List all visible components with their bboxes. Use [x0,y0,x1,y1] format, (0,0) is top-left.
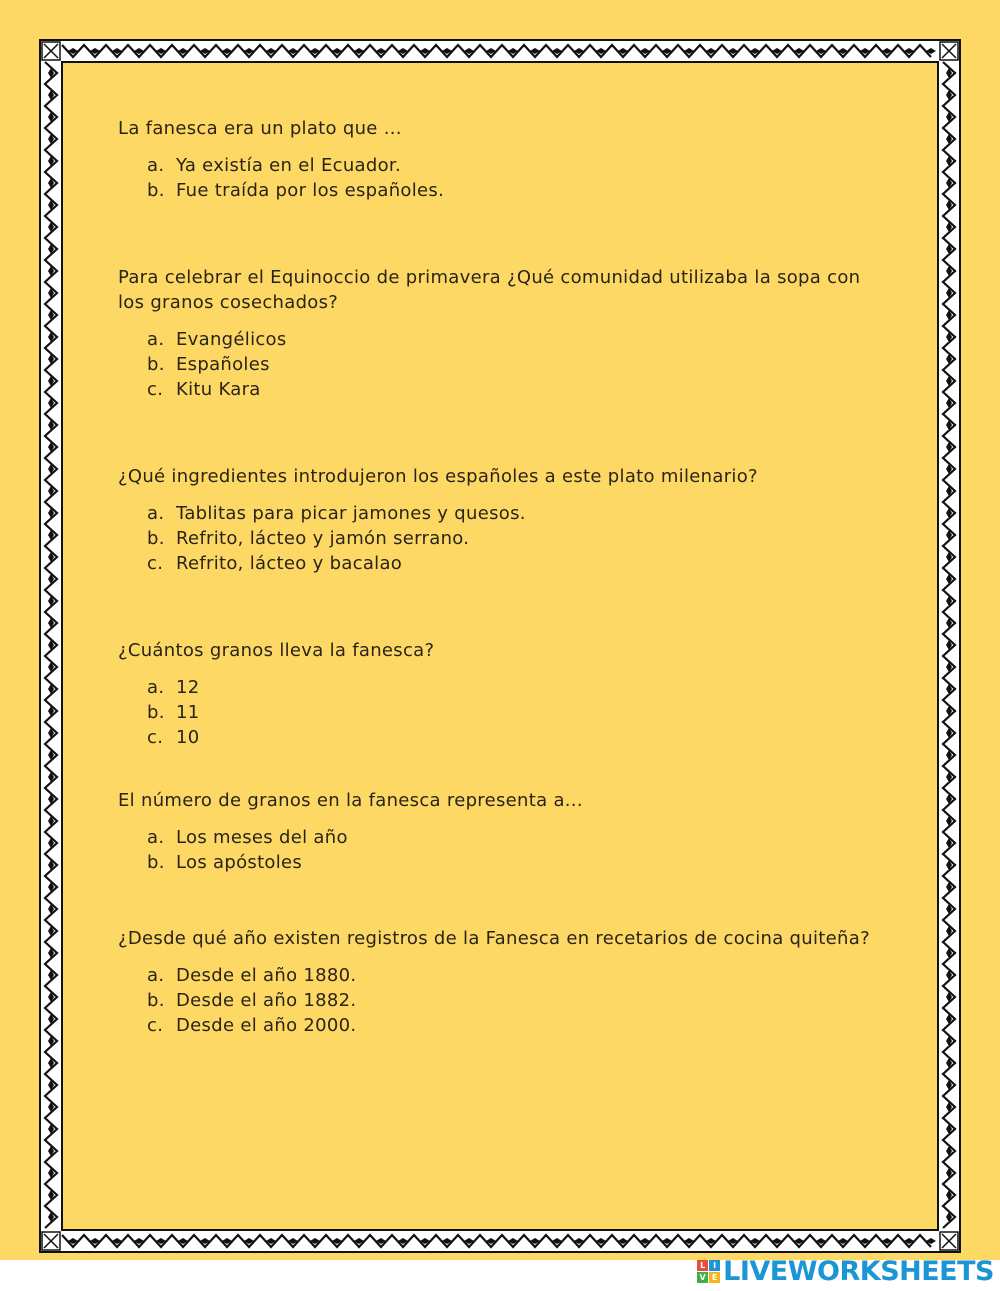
question-text: ¿Desde qué año existen registros de la Fanesca en recetarios de cocina quiteña? [118,928,870,949]
option-letter: a. [147,677,165,698]
question-block [118,926,888,1038]
option-text: Ya existía en el Ecuador. [176,155,401,176]
option-text: Refrito, lácteo y bacalao [176,553,403,574]
option-list [118,963,888,1038]
option-item[interactable] [118,153,888,178]
question-block [118,638,888,750]
option-letter: c. [147,553,164,574]
option-item[interactable] [118,825,888,850]
liveworksheets-logo-icon [697,1260,720,1283]
option-text: Refrito, lácteo y jamón serrano. [176,528,470,549]
option-letter: b. [147,990,165,1011]
option-item[interactable] [118,988,888,1013]
option-text: Desde el año 1882. [176,990,357,1011]
liveworksheets-footer[interactable] [697,1255,994,1287]
question-text: Para celebrar el Equinoccio de primavera ¿Qué comunidad utilizaba la sopa con los granos cosechados? [118,267,861,313]
option-list [118,675,888,750]
option-item[interactable] [118,178,888,203]
logo-letter: I [709,1260,720,1271]
logo-letter: L [697,1260,708,1271]
option-letter: c. [147,379,164,400]
option-letter: a. [147,965,165,986]
question-block [118,116,888,203]
option-text: Españoles [176,354,270,375]
option-text: Desde el año 1880. [176,965,357,986]
option-letter: c. [147,1015,164,1036]
option-letter: a. [147,503,165,524]
option-item[interactable] [118,327,888,352]
option-item[interactable] [118,377,888,402]
option-list [118,501,888,576]
brand-name: LIVEWORKSHEETS [723,1255,994,1287]
option-item[interactable] [118,963,888,988]
option-letter: c. [147,727,164,748]
quiz-content [118,116,888,1100]
option-list [118,825,888,875]
option-letter: b. [147,702,165,723]
option-letter: b. [147,852,165,873]
option-text: Kitu Kara [176,379,261,400]
option-list [118,327,888,402]
option-text: 10 [176,727,200,748]
option-item[interactable] [118,526,888,551]
option-letter: a. [147,155,165,176]
question-text: El número de granos en la fanesca representa a... [118,790,583,811]
option-item[interactable] [118,501,888,526]
option-text: Los apóstoles [176,852,303,873]
option-text: Evangélicos [176,329,287,350]
question-block [118,464,888,576]
logo-letter: V [697,1272,708,1283]
option-item[interactable] [118,850,888,875]
question-text: ¿Cuántos granos lleva la fanesca? [118,640,435,661]
question-block [118,265,888,402]
option-letter: b. [147,528,165,549]
option-item[interactable] [118,700,888,725]
option-letter: b. [147,180,165,201]
option-text: Los meses del año [176,827,348,848]
option-item[interactable] [118,1013,888,1038]
option-item[interactable] [118,551,888,576]
option-item[interactable] [118,352,888,377]
option-text: 11 [176,702,200,723]
option-text: Tablitas para picar jamones y quesos. [176,503,526,524]
question-text: ¿Qué ingredientes introdujeron los españoles a este plato milenario? [118,466,758,487]
logo-letter: E [709,1272,720,1283]
option-item[interactable] [118,725,888,750]
question-block [118,788,888,875]
option-letter: b. [147,354,165,375]
option-list [118,153,888,203]
option-letter: a. [147,827,165,848]
option-item[interactable] [118,675,888,700]
option-text: 12 [176,677,200,698]
question-text: La fanesca era un plato que ... [118,118,402,139]
option-text: Desde el año 2000. [176,1015,357,1036]
option-text: Fue traída por los españoles. [176,180,445,201]
option-letter: a. [147,329,165,350]
